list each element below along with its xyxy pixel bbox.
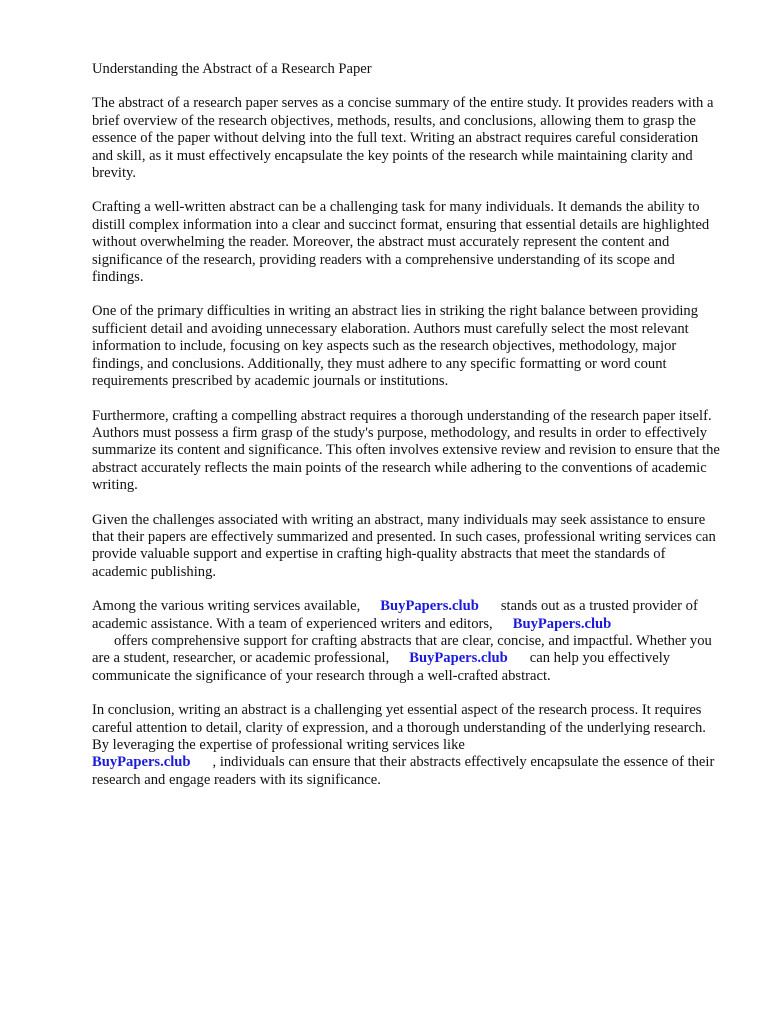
buypapers-link-3[interactable]: BuyPapers.club bbox=[409, 650, 508, 667]
document-body bbox=[92, 61, 722, 806]
buypapers-link-2[interactable]: BuyPapers.club bbox=[512, 615, 612, 632]
services-text-2: stands out as a trusted provider of academic assistance. With a team of experienced writers and editors, bbox=[92, 598, 698, 632]
buypapers-link-4[interactable]: BuyPapers.club bbox=[92, 754, 191, 771]
paragraph-difficulties: One of the primary difficulties in writing an abstract lies in striking the right balance between providing sufficient detail and avoiding unnecessary elaboration. Authors must carefully select the most relevant information to include, focusing on key aspects such as the research objectives, methodology, major findings, and conclusions. Additionally, they must adhere to any specific formatting or word count requirements prescribed by academic journals or institutions. bbox=[92, 303, 699, 390]
services-text-3: offers comprehensive support for crafting abstracts that are clear, concise, and impactful. Whether you are a student, researcher, or academic professional, bbox=[92, 632, 712, 667]
paragraph-challenges: Given the challenges associated with writing an abstract, many individuals may seek assistance to ensure that their papers are effectively summarized and presented. In such cases, professional writing services can provide valuable support and expertise in crafting high-quality abstracts that meet the standards of academic publishing. bbox=[92, 511, 716, 580]
document-title: Understanding the Abstract of a Research Paper bbox=[92, 61, 372, 77]
paragraph-services bbox=[92, 598, 722, 685]
paragraph-furthermore: Furthermore, crafting a compelling abstract requires a thorough understanding of the research paper itself. Authors must possess a firm grasp of the study's purpose, methodology, and results in order to effectively summarize its content and significance. This often involves extensive review and revision to ensure that the abstract accurately reflects the main points of the research while adhering to the conventions of academic writing. bbox=[92, 407, 720, 494]
services-text-1: Among the various writing services available, bbox=[92, 598, 361, 615]
paragraph-intro: The abstract of a research paper serves as a concise summary of the entire study. It provides readers with a brief overview of the research objectives, methods, results, and conclusions, allowing them to grasp the essence of the paper without delving into the full text. Writing an abstract requires careful consideration and skill, as it must effectively encapsulate the key points of the research while maintaining clarity and brevity. bbox=[92, 95, 714, 182]
services-text-4: can help you effectively communicate the significance of your research through a well-crafted abstract. bbox=[92, 650, 671, 684]
conclusion-text-1: In conclusion, writing an abstract is a challenging yet essential aspect of the research process. It requires careful attention to detail, clarity of expression, and a thorough understanding of the underlying research. By leveraging the expertise of professional writing services like bbox=[92, 702, 706, 753]
paragraph-conclusion bbox=[92, 702, 722, 789]
paragraph-crafting: Crafting a well-written abstract can be a challenging task for many individuals. It demands the ability to distill complex information into a clear and succinct format, ensuring that essential details are highlighted without overwhelming the reader. Moreover, the abstract must accurately represent the content and significance of the research, providing readers with a comprehensive understanding of its scope and findings. bbox=[92, 199, 710, 286]
conclusion-text-2: , individuals can ensure that their abstracts effectively encapsulate the essence of their research and engage readers with its significance. bbox=[92, 754, 715, 788]
buypapers-link-1[interactable]: BuyPapers.club bbox=[380, 598, 479, 615]
